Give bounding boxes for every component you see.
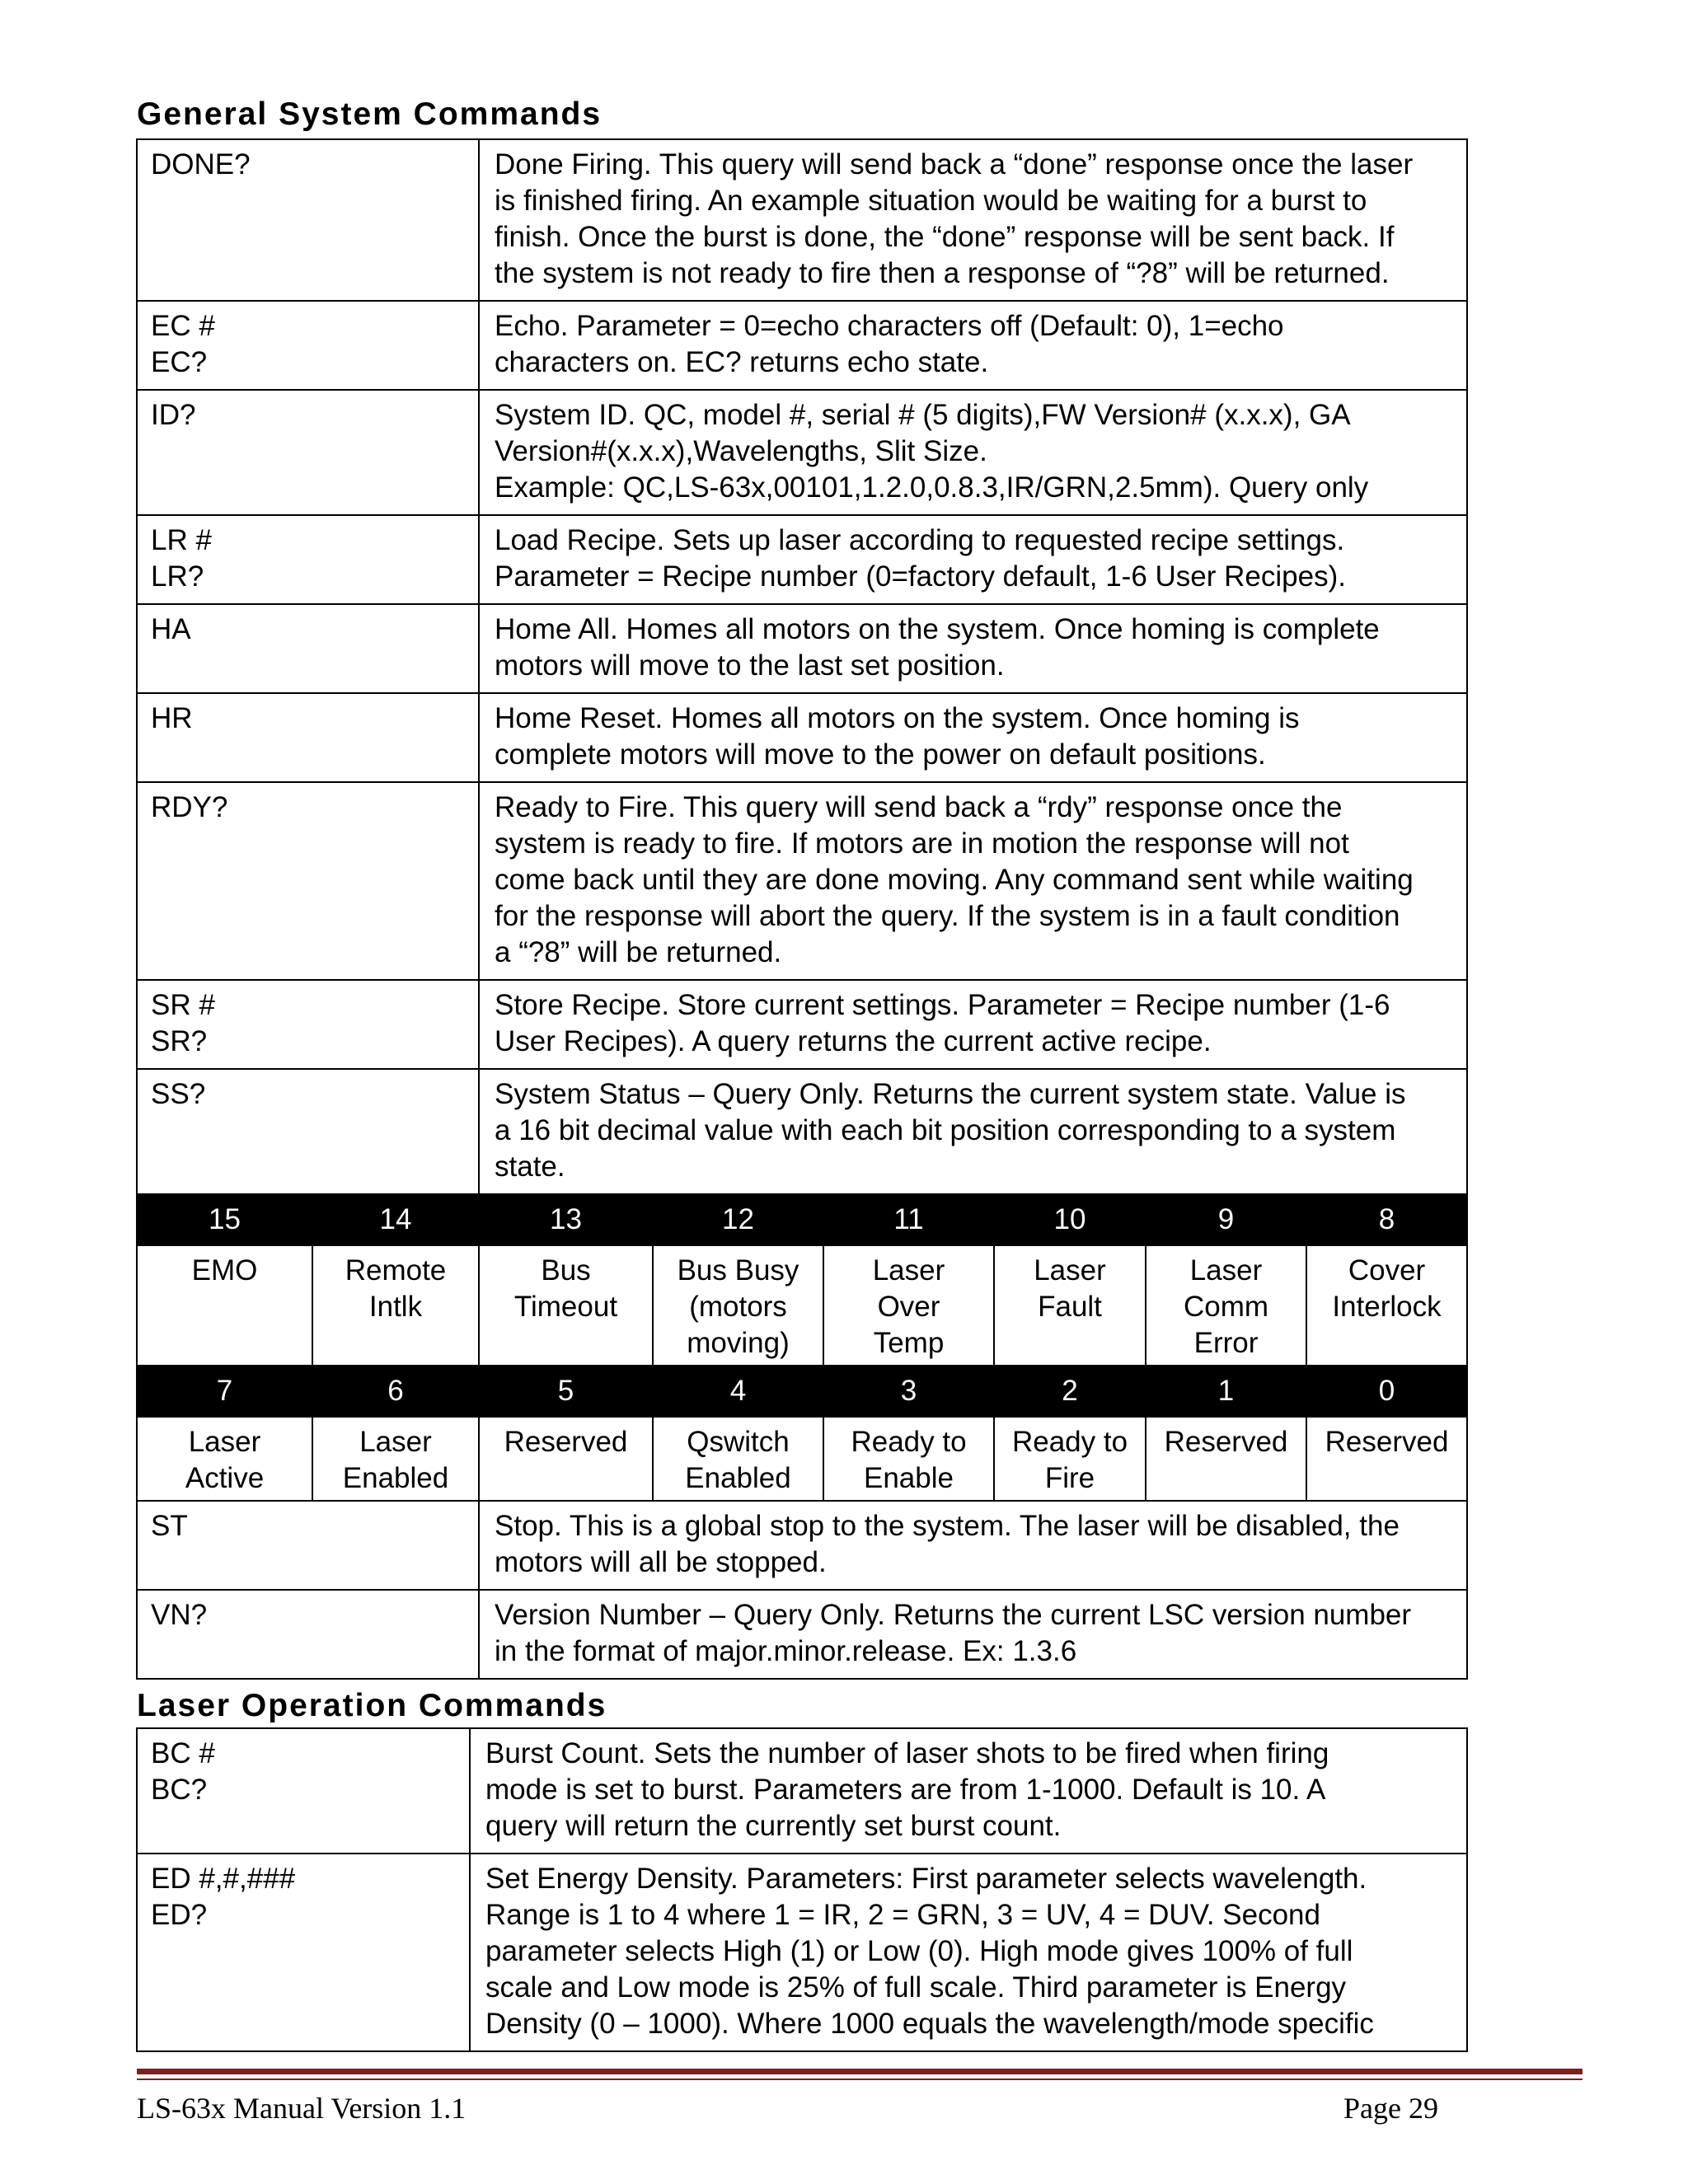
text-line: a 16 bit decimal value with each bit position corresponding to a system bbox=[495, 1114, 1396, 1146]
bit-number: 8 bbox=[1306, 1194, 1467, 1245]
text-line: moving) bbox=[687, 1327, 790, 1359]
text-line: is finished firing. An example situation would be waiting for a burst to bbox=[495, 185, 1367, 217]
bit-label bbox=[137, 1417, 312, 1501]
bit-label bbox=[137, 1245, 312, 1366]
text-line: Fire bbox=[1044, 1462, 1095, 1494]
bit-number: 13 bbox=[479, 1194, 653, 1245]
text-line: the system is not ready to fire then a response of “?8” will be returned. bbox=[495, 257, 1390, 289]
text-line: scale and Low mode is 25% of full scale. Third parameter is Energy bbox=[485, 1971, 1347, 2004]
command-row bbox=[137, 1590, 1467, 1679]
command-row bbox=[137, 782, 1467, 980]
command-row bbox=[137, 301, 1467, 390]
command-row bbox=[137, 1069, 1467, 1194]
text-line: Parameter = Recipe number (0=factory default, 1-6 User Recipes). bbox=[495, 560, 1346, 593]
text-line: Intlk bbox=[368, 1291, 423, 1323]
text-line: Done Firing. This query will send back a “done” response once the laser bbox=[495, 148, 1414, 180]
text-line: Enabled bbox=[685, 1462, 791, 1494]
text-line: (motors bbox=[689, 1291, 787, 1323]
command-name bbox=[137, 390, 479, 515]
laser-commands-heading: Laser Operation Commands bbox=[137, 1688, 607, 1723]
text-line: ED? bbox=[151, 1899, 208, 1931]
text-line: Laser bbox=[1034, 1254, 1106, 1286]
bit-label bbox=[1306, 1245, 1467, 1366]
command-description bbox=[479, 139, 1467, 301]
text-line: parameter selects High (1) or Low (0). High mode gives 100% of full bbox=[485, 1935, 1353, 1967]
bit-number: 5 bbox=[479, 1366, 653, 1417]
text-line: Ready to Fire. This query will send back a “rdy” response once the bbox=[495, 791, 1343, 823]
text-line: Comm bbox=[1183, 1291, 1269, 1323]
text-line: EMO bbox=[191, 1254, 258, 1286]
text-line: motors will all be stopped. bbox=[495, 1546, 827, 1578]
bit-label bbox=[479, 1245, 653, 1366]
text-line: ID? bbox=[151, 399, 196, 431]
bit-number-row bbox=[137, 1366, 1467, 1417]
command-description bbox=[479, 515, 1467, 604]
text-line: Burst Count. Sets the number of laser shots to be fired when firing bbox=[485, 1737, 1329, 1769]
text-line: Version#(x.x.x),Wavelengths, Slit Size. bbox=[495, 435, 987, 467]
command-description bbox=[479, 1069, 1467, 1194]
command-name bbox=[137, 1501, 479, 1590]
command-name bbox=[137, 515, 479, 604]
text-line: SS? bbox=[151, 1078, 206, 1110]
general-commands-heading: General System Commands bbox=[137, 96, 603, 132]
text-line: complete motors will move to the power on default positions. bbox=[495, 738, 1266, 771]
bit-label bbox=[994, 1245, 1146, 1366]
text-line: Stop. This is a global stop to the system. The laser will be disabled, the bbox=[495, 1510, 1400, 1542]
text-line: Example: QC,LS-63x,00101,1.2.0,0.8.3,IR/GRN,2.5mm). Query only bbox=[495, 471, 1369, 504]
command-name bbox=[137, 693, 479, 782]
bit-number: 3 bbox=[823, 1366, 994, 1417]
command-row bbox=[137, 139, 1467, 301]
text-line: Enable bbox=[864, 1462, 954, 1494]
text-line: Interlock bbox=[1332, 1291, 1442, 1323]
text-line: Home All. Homes all motors on the system. Once homing is complete bbox=[495, 613, 1380, 645]
footer-rule bbox=[137, 2069, 1582, 2074]
bit-number: 7 bbox=[137, 1366, 312, 1417]
command-row bbox=[137, 1854, 1467, 2051]
text-line: system is ready to fire. If motors are in motion the response will not bbox=[495, 827, 1349, 860]
text-line: System Status – Query Only. Returns the current system state. Value is bbox=[495, 1078, 1406, 1110]
bit-label bbox=[653, 1245, 823, 1366]
text-line: Active bbox=[185, 1462, 265, 1494]
text-line: BC? bbox=[151, 1774, 208, 1806]
text-line: Bus Busy bbox=[677, 1254, 799, 1286]
command-name bbox=[137, 782, 479, 980]
text-line: Temp bbox=[873, 1327, 945, 1359]
bit-label bbox=[1146, 1245, 1306, 1366]
text-line: Reserved bbox=[504, 1426, 628, 1458]
footer-rule-thin bbox=[137, 2079, 1582, 2080]
command-description bbox=[479, 980, 1467, 1069]
text-line: Laser bbox=[359, 1426, 432, 1458]
command-description bbox=[479, 693, 1467, 782]
bit-number: 11 bbox=[823, 1194, 994, 1245]
command-description bbox=[470, 1854, 1467, 2051]
bit-label bbox=[479, 1417, 653, 1501]
command-name bbox=[137, 1069, 479, 1194]
text-line: finish. Once the burst is done, the “done” response will be sent back. If bbox=[495, 221, 1395, 253]
text-line: Echo. Parameter = 0=echo characters off (Default: 0), 1=echo bbox=[495, 310, 1284, 342]
text-line: characters on. EC? returns echo state. bbox=[495, 346, 989, 378]
text-line: Set Energy Density. Parameters: First parameter selects wavelength. bbox=[485, 1863, 1367, 1895]
text-line: SR? bbox=[151, 1025, 208, 1057]
text-line: HA bbox=[151, 613, 191, 645]
text-line: Ready to bbox=[851, 1426, 967, 1458]
text-line: LR? bbox=[151, 560, 204, 593]
text-line: query will return the currently set burst count. bbox=[485, 1810, 1062, 1842]
text-line: Home Reset. Homes all motors on the system. Once homing is bbox=[495, 702, 1300, 734]
command-row bbox=[137, 604, 1467, 693]
bit-label bbox=[994, 1417, 1146, 1501]
command-description bbox=[479, 390, 1467, 515]
text-line: Qswitch bbox=[687, 1426, 790, 1458]
text-line: Enabled bbox=[342, 1462, 449, 1494]
text-line: state. bbox=[495, 1151, 565, 1183]
command-name bbox=[137, 301, 479, 390]
text-line: Over bbox=[877, 1291, 940, 1323]
bit-label bbox=[1306, 1417, 1467, 1501]
laser-commands-table bbox=[136, 1727, 1468, 2052]
command-row bbox=[137, 390, 1467, 515]
bit-label bbox=[312, 1417, 479, 1501]
bit-number: 2 bbox=[994, 1366, 1146, 1417]
command-description bbox=[479, 782, 1467, 980]
command-row bbox=[137, 693, 1467, 782]
command-row bbox=[137, 1728, 1467, 1854]
text-line: Density (0 – 1000). Where 1000 equals the wavelength/mode specific bbox=[485, 2008, 1374, 2040]
command-description bbox=[479, 1590, 1467, 1679]
text-line: motors will move to the last set position. bbox=[495, 649, 1005, 682]
text-line: EC? bbox=[151, 346, 208, 378]
text-line: for the response will abort the query. If the system is in a fault condition bbox=[495, 900, 1400, 932]
text-line: RDY? bbox=[151, 791, 228, 823]
text-line: VN? bbox=[151, 1599, 208, 1631]
text-line: BC # bbox=[151, 1737, 215, 1769]
text-line: Laser bbox=[1189, 1254, 1263, 1286]
bit-number: 15 bbox=[137, 1194, 312, 1245]
text-line: Store Recipe. Store current settings. Parameter = Recipe number (1-6 bbox=[495, 989, 1390, 1021]
text-line: Laser bbox=[188, 1426, 261, 1458]
footer-page-number: Page 29 bbox=[1343, 2092, 1438, 2125]
command-description bbox=[479, 604, 1467, 693]
bit-label bbox=[312, 1245, 479, 1366]
command-row bbox=[137, 1501, 1467, 1590]
text-line: Reserved bbox=[1164, 1426, 1288, 1458]
text-line: LR # bbox=[151, 524, 212, 556]
bit-label bbox=[823, 1245, 994, 1366]
text-line: EC # bbox=[151, 310, 215, 342]
bit-number: 10 bbox=[994, 1194, 1146, 1245]
text-line: DONE? bbox=[151, 148, 251, 180]
text-line: Fault bbox=[1038, 1291, 1102, 1323]
text-line: ST bbox=[151, 1510, 188, 1542]
command-row bbox=[137, 515, 1467, 604]
bit-number: 1 bbox=[1146, 1366, 1306, 1417]
command-name bbox=[137, 1854, 470, 2051]
text-line: Timeout bbox=[513, 1291, 618, 1323]
bit-label bbox=[653, 1417, 823, 1501]
text-line: in the format of major.minor.release. Ex: 1.3.6 bbox=[495, 1635, 1077, 1667]
bit-number: 9 bbox=[1146, 1194, 1306, 1245]
bit-label bbox=[1146, 1417, 1306, 1501]
bit-label-row bbox=[137, 1417, 1467, 1501]
text-line: Reserved bbox=[1325, 1426, 1449, 1458]
command-name bbox=[137, 980, 479, 1069]
footer-manual-version: LS-63x Manual Version 1.1 bbox=[137, 2092, 467, 2125]
text-line: SR # bbox=[151, 989, 215, 1021]
text-line: Laser bbox=[872, 1254, 945, 1286]
bit-number: 12 bbox=[653, 1194, 823, 1245]
text-line: Load Recipe. Sets up laser according to requested recipe settings. bbox=[495, 524, 1345, 556]
bit-label bbox=[823, 1417, 994, 1501]
text-line: Cover bbox=[1348, 1254, 1426, 1286]
text-line: ED #,#,### bbox=[151, 1863, 296, 1895]
bit-label-row bbox=[137, 1245, 1467, 1366]
bit-number: 6 bbox=[312, 1366, 479, 1417]
general-commands-table bbox=[136, 138, 1468, 1680]
command-name bbox=[137, 1728, 470, 1854]
text-line: Ready to bbox=[1011, 1426, 1128, 1458]
bit-number: 0 bbox=[1306, 1366, 1467, 1417]
command-row bbox=[137, 980, 1467, 1069]
command-description bbox=[479, 1501, 1467, 1590]
command-description bbox=[470, 1728, 1467, 1854]
text-line: User Recipes). A query returns the current active recipe. bbox=[495, 1025, 1212, 1057]
bit-number-row bbox=[137, 1194, 1467, 1245]
command-name bbox=[137, 139, 479, 301]
bit-number: 4 bbox=[653, 1366, 823, 1417]
text-line: mode is set to burst. Parameters are from 1-1000. Default is 10. A bbox=[485, 1774, 1326, 1806]
text-line: Error bbox=[1193, 1327, 1259, 1359]
text-line: HR bbox=[151, 702, 193, 734]
command-description bbox=[479, 301, 1467, 390]
text-line: a “?8” will be returned. bbox=[495, 936, 782, 968]
command-name bbox=[137, 1590, 479, 1679]
bit-number: 14 bbox=[312, 1194, 479, 1245]
text-line: come back until they are done moving. Any command sent while waiting bbox=[495, 864, 1414, 896]
text-line: Version Number – Query Only. Returns the current LSC version number bbox=[495, 1599, 1412, 1631]
text-line: Range is 1 to 4 where 1 = IR, 2 = GRN, 3 = UV, 4 = DUV. Second bbox=[485, 1899, 1320, 1931]
text-line: Bus bbox=[541, 1254, 591, 1286]
command-name bbox=[137, 604, 479, 693]
text-line: Remote bbox=[345, 1254, 447, 1286]
text-line: System ID. QC, model #, serial # (5 digits),FW Version# (x.x.x), GA bbox=[495, 399, 1351, 431]
